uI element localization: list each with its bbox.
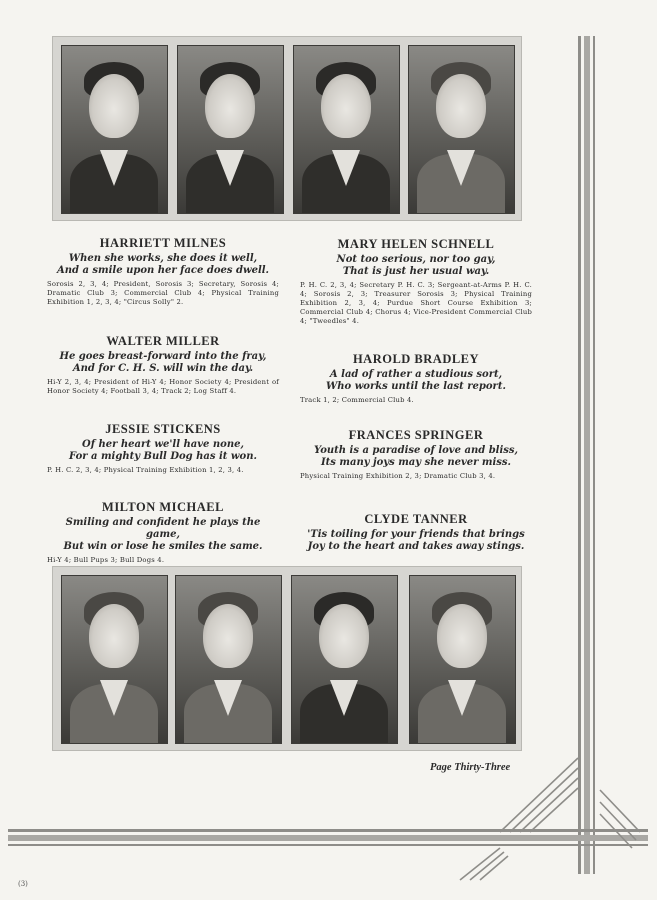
portrait-photo <box>175 575 282 744</box>
bio-activities: Sorosis 2, 3, 4; President, Sorosis 3; Secretary, Sorosis 4; Dramatic Club 3; Commercial Club 4; Physical Training Exhibition 1, 2, 3, 4; "Circus Solly" 2. <box>47 280 279 306</box>
art-deco-ornament <box>440 740 650 890</box>
bio-verse-line: And a smile upon her face does dwell. <box>56 265 270 276</box>
senior-bio-frances-springer <box>300 428 532 481</box>
bio-name: CLYDE TANNER <box>364 512 468 526</box>
bio-verse-line: A lad of rather a studious sort, <box>329 369 503 380</box>
bio-activities: P. H. C. 2, 3, 4; Physical Training Exhibition 1, 2, 3, 4. <box>47 466 244 474</box>
portrait-photo <box>61 575 168 744</box>
portrait-photo <box>408 45 515 214</box>
top-photo-strip <box>52 36 522 221</box>
bio-activities: Physical Training Exhibition 2, 3; Dramatic Club 3, 4. <box>300 472 496 480</box>
bio-verse-line: Smiling and confident he plays the game, <box>65 517 261 540</box>
bio-activities: P. H. C. 2, 3, 4; Secretary P. H. C. 3; Sergeant-at-Arms P. H. C. 4; Sorosis 2, 3; Treasurer Sorosis 3; Physical Training Exhibition 2, 3, 4; Purdue Short Course Exhibition 3; Commercial Club 4; Chorus 4; Vice-President Commercial Club 4; "Tweedles" 4. <box>300 281 532 325</box>
senior-bio-walter-miller <box>47 334 279 396</box>
bio-name: MILTON MICHAEL <box>102 500 224 514</box>
bio-verse-line: Joy to the heart and takes away stings. <box>307 541 525 552</box>
bio-verse-line: 'Tis toiling for your friends that brings <box>307 529 525 540</box>
bio-name: FRANCES SPRINGER <box>348 428 484 442</box>
page-number: Page Thirty-Three <box>430 762 511 773</box>
bio-activities: Hi-Y 2, 3, 4; President of Hi-Y 4; Honor Society 4; President of Honor Society 4; Football 3, 4; Track 2; Log Staff 4. <box>47 378 279 395</box>
bio-verse-line: Its many joys may she never miss. <box>320 457 511 468</box>
senior-bio-harold-bradley <box>300 352 532 405</box>
senior-bio-jessie-stickens <box>47 422 279 475</box>
senior-bio-milton-michael <box>47 500 279 565</box>
bio-verse-line: Of her heart we'll have none, <box>82 439 244 450</box>
bio-verse-line: Youth is a paradise of love and bliss, <box>313 445 519 456</box>
senior-bio-clyde-tanner <box>300 512 532 553</box>
senior-bio-mary-helen-schnell <box>300 237 532 326</box>
bio-verse-line: And for C. H. S. will win the day. <box>72 363 254 374</box>
bio-verse-line: Who works until the last report. <box>326 381 506 392</box>
footnote: (3) <box>18 880 28 888</box>
bio-verse-line: But win or lose he smiles the same. <box>63 541 263 552</box>
bio-verse-line: He goes breast-forward into the fray, <box>59 351 267 362</box>
portrait-photo <box>177 45 284 214</box>
portrait-photo <box>61 45 168 214</box>
portrait-photo <box>409 575 516 744</box>
bio-name: MARY HELEN SCHNELL <box>337 237 495 251</box>
portrait-photo <box>291 575 398 744</box>
portrait-photo <box>293 45 400 214</box>
bio-verse-line: For a mighty Bull Dog has it won. <box>69 451 257 462</box>
bio-name: HAROLD BRADLEY <box>352 352 480 366</box>
bottom-photo-strip <box>52 566 522 751</box>
bio-name: WALTER MILLER <box>106 334 220 348</box>
senior-bio-harriett-milnes <box>47 236 279 307</box>
bio-activities: Hi-Y 4; Bull Pups 3; Bull Dogs 4. <box>47 556 165 564</box>
bio-activities: Track 1, 2; Commercial Club 4. <box>300 396 414 404</box>
bio-verse-line: That is just her usual way. <box>342 266 490 277</box>
bio-name: JESSIE STICKENS <box>105 422 221 436</box>
bio-verse-line: When she works, she does it well, <box>68 253 258 264</box>
bio-verse-line: Not too serious, nor too gay, <box>336 254 496 265</box>
bio-name: HARRIETT MILNES <box>99 236 227 250</box>
